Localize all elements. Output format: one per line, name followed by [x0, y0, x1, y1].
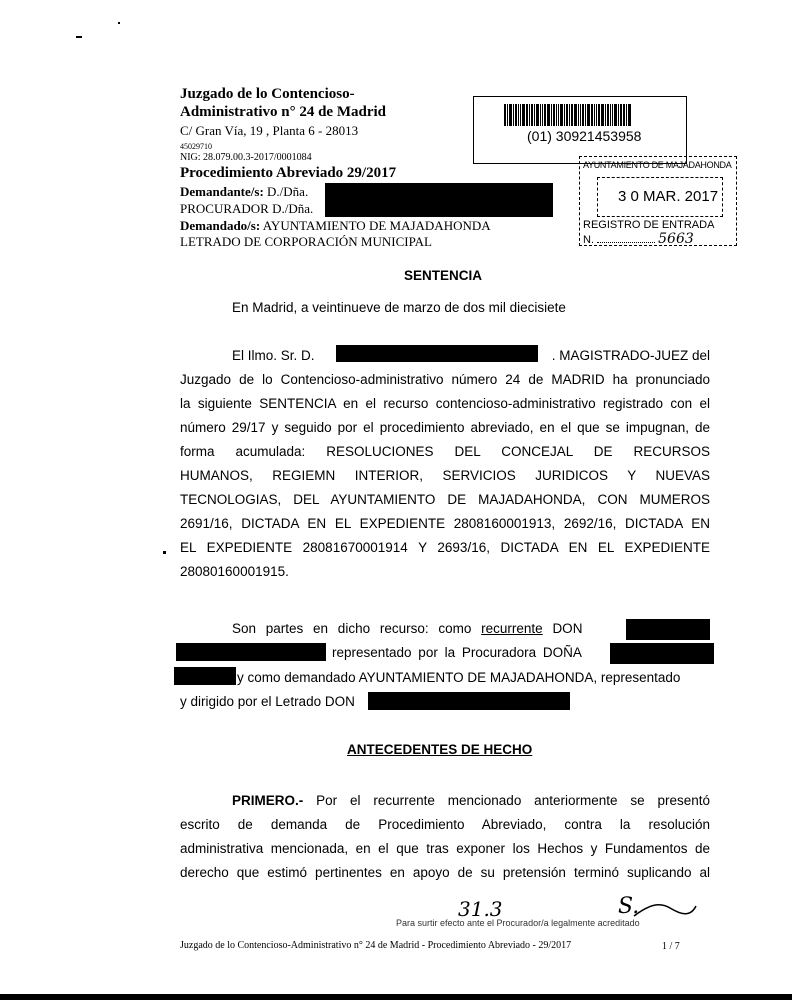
court-code: 45029710 — [180, 142, 212, 151]
court-name-line2: Administrativo n° 24 de Madrid — [180, 104, 387, 120]
p1-line4: número 29/17 y seguido por el procedimiento abreviado, en el que se impugnan, de — [180, 420, 710, 435]
scan-edge — [0, 994, 792, 1000]
p3-line3: administrativa mencionada, en el que tras exponer los Hechos y Fundamentos de — [180, 841, 710, 856]
defendant-label: Demandado/s: — [180, 218, 261, 233]
redaction-plaintiff — [325, 183, 553, 200]
page-footer — [180, 940, 571, 951]
p1-line9: EL EXPEDIENTE 28081670001914 Y 2693/16, DICTADA EN EL EXPEDIENTE — [180, 540, 710, 555]
p1-line2: Juzgado de lo Contencioso-administrativo número 24 de MADRID ha pronunciado — [180, 372, 710, 387]
redaction-judge — [336, 345, 538, 362]
court-name-line1: Juzgado de lo Contencioso- — [180, 86, 355, 102]
p1-line3: la siguiente SENTENCIA en el recurso contencioso-administrativo registrado con el — [180, 396, 710, 411]
section-title: ANTECEDENTES DE HECHO — [347, 742, 533, 757]
footer-text: Juzgado de lo Contencioso-Administrativo n° 24 de Madrid - Procedimiento Abreviado - 29/2017 — [180, 940, 572, 951]
p1-line6: HUMANOS, REGIEMN INTERIOR, SERVICIOS JURIDICOS Y NUEVAS — [180, 468, 710, 483]
p1-line8: 2691/16, DICTADA EN EL EXPEDIENTE 2808160001913, 2692/16, DICTADA EN — [180, 516, 710, 531]
p2-line4: y dirigido por el Letrado DON — [180, 694, 355, 709]
date-line: En Madrid, a veintinueve de marzo de dos mil diecisiete — [232, 300, 566, 315]
redaction-procuradora — [610, 643, 714, 664]
redaction-procuradora-2 — [174, 667, 236, 685]
handwritten-date: 31.3 — [458, 897, 503, 921]
sentence-title: SENTENCIA — [404, 268, 483, 283]
redaction-plaintiff-name-2 — [176, 643, 326, 661]
p1-line1-end: . MAGISTRADO-JUEZ del — [551, 348, 710, 363]
stamp-number-row — [583, 231, 694, 247]
signature-stroke — [630, 898, 700, 922]
stamp-registry: REGISTRO DE ENTRADA — [583, 219, 715, 231]
recurrente-word: recurrente — [481, 621, 543, 636]
stamp-entity: AYUNTAMIENTO DE MAJADAHONDA — [583, 160, 732, 170]
p3-line2: escrito de demanda de Procedimiento Abreviado, contra la resolución — [180, 817, 710, 832]
p2-line3: y como demandado AYUNTAMIENTO DE MAJADAHONDA, representado — [237, 670, 681, 685]
stamp-date: 3 0 MAR. 2017 — [618, 188, 719, 205]
attorney-line: PROCURADOR D./Dña. — [180, 201, 314, 216]
barcode-icon — [504, 104, 632, 126]
p3-line4: derecho que estimó pertinentes en apoyo de su pretensión terminó suplicando al — [180, 865, 710, 880]
nig-number: NIG: 28.079.00.3-2017/0001084 — [180, 152, 312, 163]
scan-speck — [76, 36, 82, 38]
defendant-value: AYUNTAMIENTO DE MAJADAHONDA — [262, 218, 491, 233]
lawyer-line: LETRADO DE CORPORACIÓN MUNICIPAL — [180, 234, 432, 249]
p1-line7: TECNOLOGIAS, DEL AYUNTAMIENTO DE MAJADAHONDA, CON MUMEROS — [180, 492, 710, 507]
defendant-line — [180, 218, 491, 234]
scan-speck — [163, 551, 166, 554]
plaintiff-value: D./Dña. — [267, 184, 309, 199]
p3-line1: PRIMERO.- Por el recurrente mencionado anteriormente se presentó — [232, 793, 710, 808]
barcode-number: (01) 30921453958 — [527, 128, 642, 144]
page-number: 1 / 7 — [662, 941, 680, 952]
primero-label: PRIMERO.- — [232, 793, 304, 808]
scan-speck — [118, 22, 120, 24]
redaction-attorney — [325, 200, 553, 217]
plaintiff-label: Demandante/s: — [180, 184, 264, 199]
p1-line5: forma acumulada: RESOLUCIONES DEL CONCEJAL DE RECURSOS — [180, 444, 710, 459]
p2-line1: Son partes en dicho recurso: como recurrente DON — [232, 621, 583, 636]
p1-line10: 28080160001915. — [180, 564, 289, 579]
stamp-number: 5663 — [658, 231, 694, 247]
redaction-plaintiff-name-1 — [626, 619, 710, 640]
p2-line2: representado por la Procuradora DOÑA — [332, 645, 582, 660]
p1-line1-start: El Ilmo. Sr. D. — [232, 348, 315, 363]
procedure-number: Procedimiento Abreviado 29/2017 — [180, 165, 397, 181]
court-address: C/ Gran Vía, 19 , Planta 6 - 28013 — [180, 123, 359, 138]
notification-stamp-note: Para surtir efecto ante el Procurador/a legalmente acreditado — [396, 918, 640, 928]
redaction-letrado — [368, 692, 570, 710]
plaintiff-line — [180, 184, 308, 200]
handwritten-initials: S. — [618, 894, 640, 919]
stamp-number-label: N. — [583, 234, 594, 246]
